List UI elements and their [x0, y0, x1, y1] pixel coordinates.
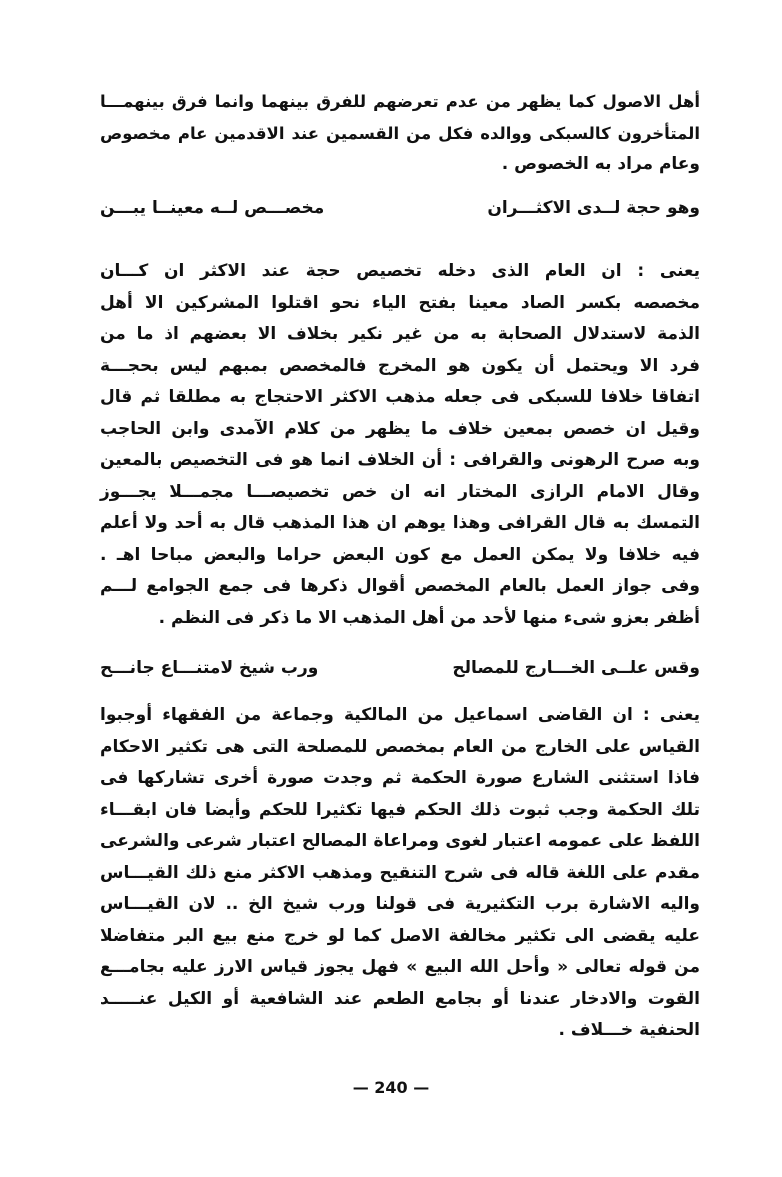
text-line: وقيل ان خصص بمعين خلاف ما يظهر من كلام الآمدى وابن الحاجب: [100, 418, 700, 439]
page-number: — 240 —: [352, 1078, 430, 1097]
verse-second-hemistich: ورب شيخ لامتنـــاع جانـــح: [100, 658, 319, 678]
paragraph-commentary-2: [100, 700, 700, 1047]
text-line: مخصصه بكسر الصاد معينا بفتح الياء نحو اقتلوا المشركين الا أهل: [100, 292, 700, 313]
text-line: التمسك به قال القرافى وهذا يوهم ان هذا المذهب قال به أحد ولا أعلم: [100, 513, 700, 533]
text-line: مقدم على اللغة قاله فى شرح التنقيح ومذهب الاكثر منع ذلك القيـــاس: [100, 862, 700, 883]
text-line: الحنفية خـــلاف .: [558, 1020, 700, 1040]
text-line: أهل الاصول كما يظهر من عدم تعرضهم للفرق بينهما وانما فرق بينهمـــا: [100, 92, 700, 111]
paragraph-commentary-1: [100, 256, 700, 634]
text-line: المتأخرون كالسبكى ووالده فكل من القسمين عند الاقدمين عام مخصوص: [100, 123, 700, 143]
text-line: يعنى : ان القاضى اسماعيل من المالكية وجماعة من الفقهاء أوجبوا: [100, 705, 700, 725]
verse-line-1: [100, 198, 700, 218]
verse-line-2: [100, 658, 700, 678]
verse-first-hemistich: وقس علــى الخـــارج للمصالح: [452, 658, 700, 678]
verse-second-hemistich: مخصـــص لــه معينــا يبـــن: [100, 198, 325, 218]
text-line: فيه خلافا ولا يمكن العمل مع كون البعض حراما والبعض مباحا اهـ .: [100, 544, 700, 565]
text-line: فرد الا ويحتمل أن يكون هو المخرج فالمخصص بمبهم ليس بحجـــة: [100, 355, 700, 376]
text-line: القوت والادخار عندنا أو بجامع الطعم عند الشافعية أو الكيل عنـــــد: [100, 988, 700, 1009]
text-line: وعام مراد به الخصوص .: [501, 154, 700, 174]
text-line: فاذا استثنى الشارع صورة الحكمة ثم وجدت صورة أخرى تشاركها فى: [100, 768, 700, 788]
text-line: اتفاقا خلافا للسبكى فى جعله مذهب الاكثر الاحتجاج به مطلقا ثم قال: [100, 387, 700, 407]
text-line: وبه صرح الرهونى والقرافى : أن الخلاف انما هو فى التخصيص بالمعين: [100, 450, 700, 470]
text-line: من قوله تعالى « وأحل الله البيع » فهل يجوز قياس الارز عليه بجامـــع: [100, 957, 700, 977]
verse-first-hemistich: وهو حجة لــدى الاكثـــران: [487, 198, 700, 218]
text-line: يعنى : ان العام الذى دخله تخصيص حجة عند الاكثر ان كـــان: [100, 261, 700, 281]
text-line: تلك الحكمة وجب ثبوت ذلك الحكم فيها تكثيرا للحكم وأيضا فان ابقـــاء: [100, 799, 700, 820]
text-line: أظفر بعزو شىء منها لأحد من أهل المذهب الا ما ذكر فى النظم .: [158, 607, 700, 628]
text-line: وفى جواز العمل بالعام المخصص أقوال ذكرها فى جمع الجوامع لـــم: [100, 576, 700, 596]
text-line: عليه يقضى الى تكثير مخالفة الاصل كما لو خرج منع بيع البر متفاضلا: [100, 925, 700, 946]
text-line: وقال الامام الرازى المختار انه ان خص تخصيصـــا مجمـــلا يجـــوز: [100, 481, 700, 502]
paragraph-intro: [100, 86, 700, 181]
text-line: القياس على الخارج من العام بمخصص للمصلحة التى هى تكثير الاحكام: [100, 736, 700, 757]
text-line: اللفظ على عمومه اعتبار لغوى ومراعاة المصالح اعتبار شرعى والشرعى: [100, 831, 700, 851]
text-line: الذمة لاستدلال الصحابة به من غير نكير بخلاف الا بعضهم اذ ما من: [100, 324, 700, 344]
text-line: واليه الاشارة برب التكثيرية فى قولنا ورب شيخ الخ .. لان القيـــاس: [100, 894, 700, 914]
